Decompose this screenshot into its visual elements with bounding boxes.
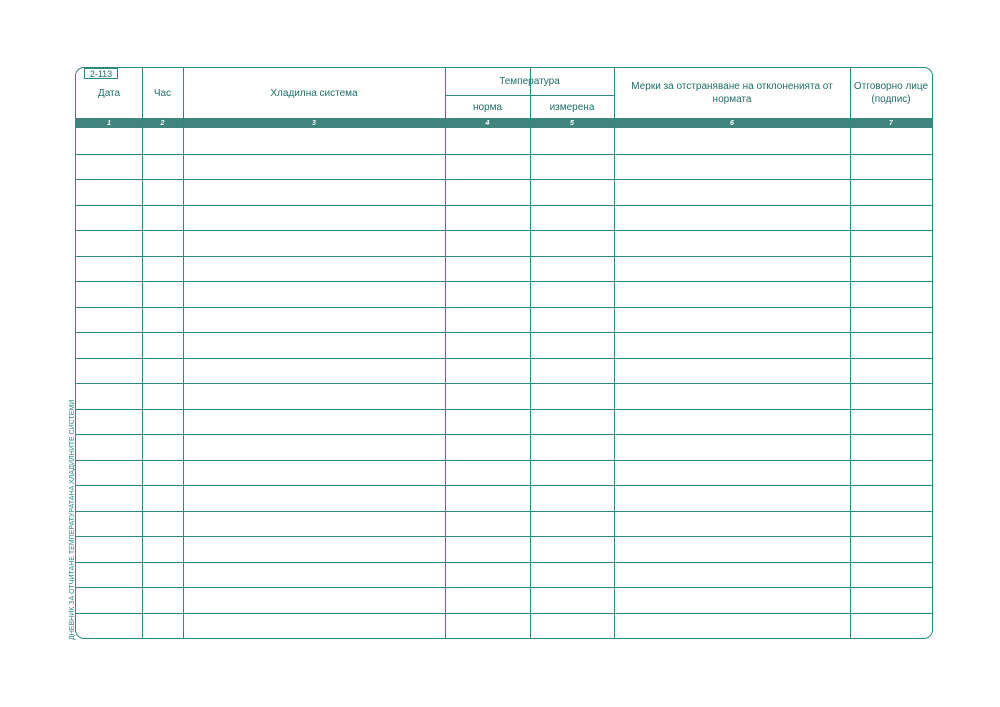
column-number-4: 4 <box>485 119 490 127</box>
header-date: Дата <box>97 87 121 99</box>
header-time: Час <box>153 87 172 99</box>
column-number-2: 2 <box>160 119 165 127</box>
column-number-1: 1 <box>107 119 111 127</box>
header-measured: измерена <box>549 101 595 113</box>
column-number-5: 5 <box>570 119 574 127</box>
form-code: 2-113 <box>84 68 118 79</box>
header-norm: норма <box>472 101 503 113</box>
column-number-6: 6 <box>730 119 734 127</box>
column-number-7: 7 <box>889 119 893 127</box>
header-temperature: Температура <box>499 76 560 87</box>
header-corrective-measures: Мерки за отстраняване на отклоненията от нормата <box>631 81 833 105</box>
header-cooling-system: Хладилна система <box>270 87 358 99</box>
column-number-3: 3 <box>312 119 316 127</box>
side-caption: ДНЕВНИК ЗА ОТЧИТАНЕ ТЕМПЕРАТУРАТАНА ХЛАДИЛНИТЕ СИСТЕМИ <box>69 399 76 640</box>
header-responsible-person: Отговорно лице (подпис) <box>853 81 929 105</box>
